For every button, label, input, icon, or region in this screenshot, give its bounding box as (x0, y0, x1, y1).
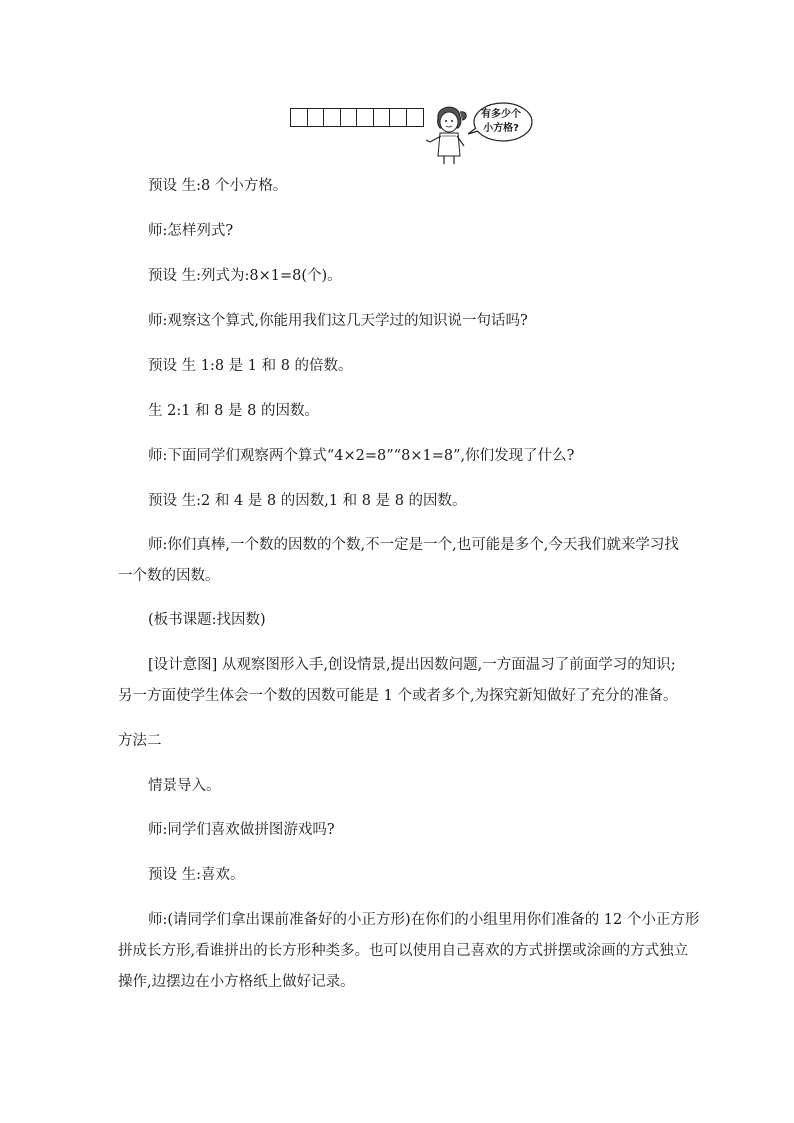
bubble-line-1: 有多少个 (481, 109, 521, 120)
grid-cell (291, 109, 308, 126)
paragraph-line: 一个数的因数。 (118, 568, 220, 584)
board-title: (板书课题:找因数) (148, 612, 266, 628)
paragraph-line: 操作,边摆边在小方格纸上做好记录。 (118, 974, 355, 990)
paragraph: 预设 生:喜欢。 (148, 867, 245, 883)
paragraph: 预设 生 1:8 是 1 和 8 的倍数。 (148, 358, 353, 374)
grid-cell (324, 109, 341, 126)
paragraph: 预设 生:2 和 4 是 8 的因数,1 和 8 是 8 的因数。 (148, 493, 467, 509)
grid-cell (308, 109, 325, 126)
paragraph: 情景导入。 (148, 778, 221, 794)
paragraph: 预设 生:列式为:8×1=8(个)。 (148, 268, 342, 284)
design-intent-line: [设计意图] 从观察图形入手,创设情景,提出因数问题,一方面温习了前面学习的知识; (148, 657, 676, 673)
grid-cell (407, 109, 424, 126)
paragraph: 师:同学们喜欢做拼图游戏吗? (148, 822, 335, 838)
paragraph-line: 师:你们真棒,一个数的因数的个数,不一定是一个,也可能是多个,今天我们就来学习找 (148, 537, 679, 553)
square-grid-row (290, 108, 424, 127)
illustration (290, 100, 540, 170)
paragraph: 预设 生:8 个小方格。 (148, 178, 288, 194)
speech-bubble-text (476, 108, 526, 136)
paragraph: 师:怎样列式? (148, 223, 234, 239)
paragraph: 师:下面同学们观察两个算式“4×2=8”“8×1=8”,你们发现了什么? (148, 448, 575, 464)
paragraph: 师:观察这个算式,你能用我们这几天学过的知识说一句话吗? (148, 313, 528, 329)
grid-cell (357, 109, 374, 126)
section-heading: 方法二 (118, 733, 162, 749)
grid-cell (374, 109, 391, 126)
girl-figure-icon (424, 100, 470, 166)
paragraph: 生 2:1 和 8 是 8 的因数。 (148, 403, 319, 419)
bubble-line-2: 小方格? (483, 123, 519, 134)
design-intent-line: 另一方面使学生体会一个数的因数可能是 1 个或者多个,为探究新知做好了充分的准备。 (118, 688, 678, 704)
paragraph-line: 拼成长方形,看谁拼出的长方形种类多。也可以使用自己喜欢的方式拼摆或涂画的方式独立 (118, 943, 689, 959)
grid-cell (390, 109, 407, 126)
grid-cell (341, 109, 358, 126)
paragraph-line: 师:(请同学们拿出课前准备好的小正方形)在你们的小组里用你们准备的 12 个小正方形 (148, 912, 700, 928)
